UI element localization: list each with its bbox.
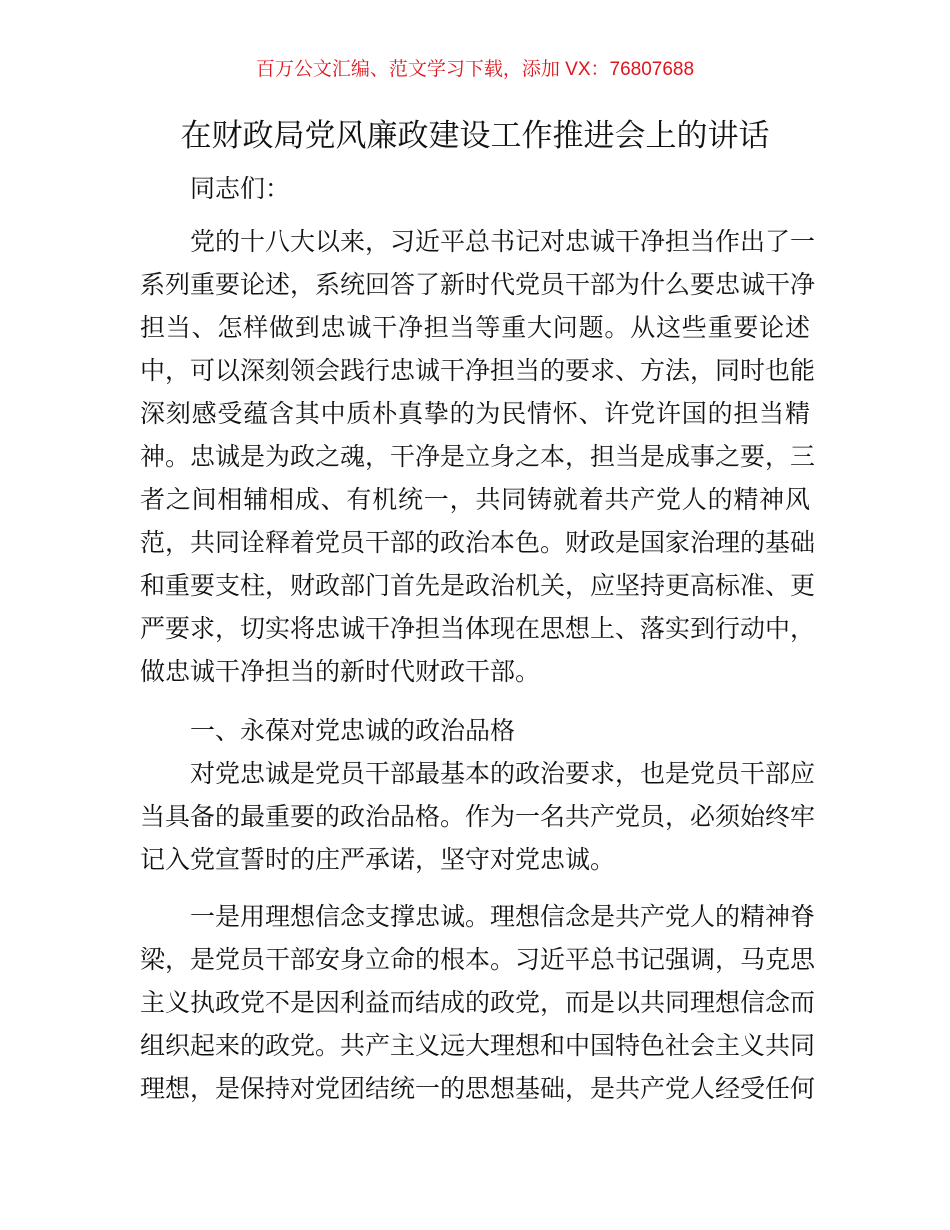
section-heading-text: 一、永葆对党忠诚的政治品格 (190, 717, 516, 745)
text-line: 深刻感受蕴含其中质朴真挚的为民情怀、许党许国的担当精 (140, 400, 810, 428)
text-line: 做忠诚干净担当的新时代财政干部。 (140, 658, 541, 686)
paragraph-intro (140, 221, 816, 694)
text-line: 者之间相辅相成、有机统一，共同铸就着共产党人的精神风 (140, 486, 810, 514)
paragraph-ideals (140, 896, 816, 1111)
paragraph-loyalty (140, 753, 816, 882)
text-line: 对党忠诚是党员干部最基本的政治要求，也是党员干部应 (190, 760, 816, 788)
text-line: 组织起来的政党。共产主义远大理想和中国特色社会主义共同 (140, 1032, 816, 1060)
text-line: 理想，是保持对党团结统一的思想基础，是共产党人经受任何 (140, 1075, 816, 1103)
salutation-text: 同志们： (190, 175, 291, 203)
text-line: 和重要支柱，财政部门首先是政治机关，应坚持更高标准、更 (140, 572, 816, 600)
text-line: 主义执政党不是因利益而结成的政党，而是以共同理想信念而 (140, 989, 816, 1017)
watermark-banner: 百万公文汇编、范文学习下载，添加 VX：76807688 (255, 59, 695, 80)
text-line: 严要求，切实将忠诚干净担当体现在思想上、落实到行动中， (140, 615, 816, 643)
section-heading (140, 710, 810, 753)
text-line: 神。忠诚是为政之魂，干净是立身之本，担当是成事之要，三 (140, 443, 816, 471)
document-title: 在财政局党风廉政建设工作推进会上的讲话 (180, 118, 770, 153)
text-line: 系列重要论述，系统回答了新时代党员干部为什么要忠诚干净 (140, 271, 816, 299)
text-line: 党的十八大以来，习近平总书记对忠诚干净担当作出了一 (190, 228, 816, 256)
text-line: 担当、怎样做到忠诚干净担当等重大问题。从这些重要论述 (140, 314, 810, 342)
text-line: 一是用理想信念支撑忠诚。理想信念是共产党人的精神脊 (190, 903, 816, 931)
text-line: 记入党宣誓时的庄严承诺，坚守对党忠诚。 (140, 846, 616, 874)
text-line: 当具备的最重要的政治品格。作为一名共产党员，必须始终牢 (140, 803, 816, 831)
text-line: 中，可以深刻领会践行忠诚干净担当的要求、方法，同时也能 (140, 357, 816, 385)
text-line: 范，共同诠释着党员干部的政治本色。财政是国家治理的基础 (140, 529, 816, 557)
salutation (140, 168, 810, 211)
text-line: 梁，是党员干部安身立命的根本。习近平总书记强调，马克思 (140, 946, 816, 974)
